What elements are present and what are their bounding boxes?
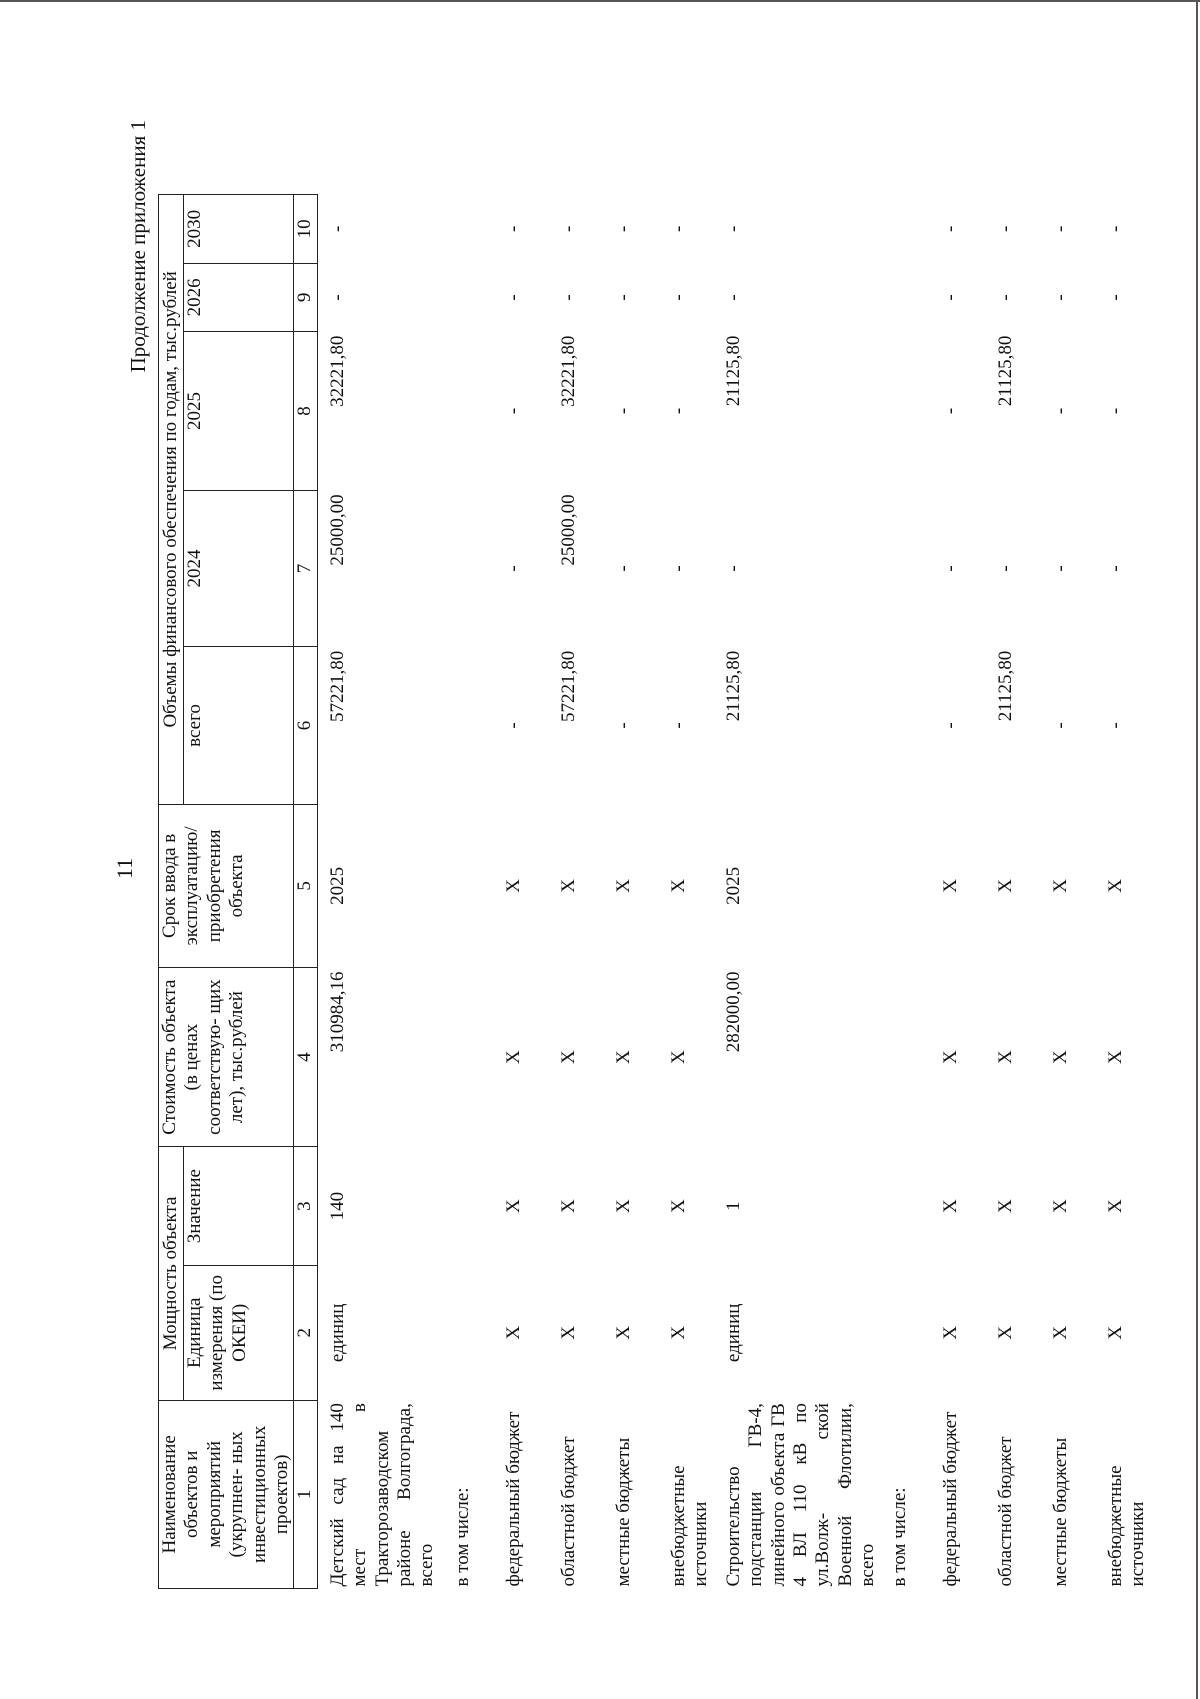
cell-value: X [557,1199,579,1213]
cell-2025: - [612,407,634,415]
cell-2030: - [1049,225,1071,232]
cell-2025: - [502,407,524,415]
cell-2024: - [1104,565,1126,572]
table-row [1041,195,1096,1589]
cell-total: - [502,722,524,729]
cell-2024: 25000,00 [557,494,579,566]
cell-cost: X [502,1050,524,1064]
cell-value: X [1049,1199,1071,1213]
header-year-2024: 2024 [184,490,294,646]
header-name: Наименование объектов и мероприятий (укрупнен- ных инвестиционных проектов) [159,1400,294,1588]
cell-2030 [880,195,931,264]
cell-value: X [939,1199,961,1213]
cell-cost: X [1049,1050,1071,1064]
cell-term: X [612,879,634,893]
cell-2024: - [612,565,634,572]
cell-2024 [880,490,931,646]
cell-total: - [612,722,634,729]
cell-name: федеральный бюджет [939,1411,961,1587]
appendix-caption: Продолжение приложения 1 [126,120,150,373]
cell-2030: - [502,225,524,232]
cell-cost: X [612,1050,634,1064]
cell-term [443,804,494,967]
cell-term: 2025 [722,866,744,905]
cell-2025 [880,332,931,491]
table-row [714,195,880,1589]
page-number: 11 [112,857,137,879]
cell-2025 [443,332,494,491]
column-number: 4 [294,967,317,1146]
cell-name: областной бюджет [994,1436,1016,1587]
header-year-2025: 2025 [184,332,294,491]
cell-total: - [667,722,689,729]
cell-unit: X [557,1325,579,1340]
cell-value: X [667,1199,689,1213]
cell-2026: - [722,294,744,301]
cell-value: 1 [722,1201,744,1211]
cell-2026 [880,263,931,331]
cell-total: 21125,80 [722,650,744,722]
cell-name: Строительство подстанции ГВ-4, линейного объекта ГВ 4 ВЛ 110 кВ по ул.Волж- ской Военной Флотилии, всего [722,1403,879,1587]
column-number: 9 [294,263,317,331]
header-capacity: Мощность объекта [159,1147,184,1400]
cell-cost: 310984,16 [326,971,348,1053]
cell-2024: - [1049,565,1071,572]
cell-value [443,1147,494,1266]
cell-2026: - [1049,294,1071,301]
header-row-1 [159,195,184,1589]
cell-value: 140 [326,1191,348,1221]
cell-cost: 282000,00 [722,971,744,1053]
cell-2026: - [557,294,579,301]
cell-2024: - [939,565,961,572]
column-number: 1 [294,1400,317,1588]
header-year-2030: 2030 [184,195,294,264]
cell-unit: единиц [326,1303,348,1363]
cell-2026: - [939,294,961,301]
cell-cost: X [557,1050,579,1064]
cell-unit: X [994,1325,1016,1340]
cell-value: X [502,1199,524,1213]
investment-table [158,194,1151,1589]
cell-value: X [612,1199,634,1213]
cell-2024: - [722,565,744,572]
cell-name: в том числе: [451,1487,473,1587]
header-term: Срок ввода в эксплуатацию/ приобретения объекта [159,804,294,967]
column-number: 8 [294,332,317,491]
cell-2024: 25000,00 [326,494,348,566]
cell-2030: - [1104,225,1126,232]
cell-2025: 21125,80 [994,335,1016,407]
cell-total: 57221,80 [326,650,348,722]
cell-2025: 32221,80 [557,335,579,407]
cell-2026: - [994,294,1016,301]
cell-name: в том числе: [888,1487,910,1587]
cell-value: X [994,1199,1016,1213]
cell-2025: - [1104,407,1126,415]
cell-name: внебюджетные источники [667,1465,712,1587]
cell-total: - [1049,722,1071,729]
cell-cost: X [667,1050,689,1064]
cell-2024 [443,490,494,646]
cell-2026: - [1104,294,1126,301]
cell-unit [880,1265,931,1400]
cell-cost [880,967,931,1146]
cell-value [880,1147,931,1266]
cell-2030: - [722,225,744,232]
cell-2030: - [612,225,634,232]
header-total: всего [184,647,294,805]
cell-unit: X [667,1325,689,1340]
cell-2025: 21125,80 [722,335,744,407]
cell-name: внебюджетные источники [1104,1465,1149,1587]
cell-unit [443,1265,494,1400]
column-number: 5 [294,804,317,967]
header-unit: Единица измерения (по ОКЕИ) [184,1265,294,1400]
header-year-2026: 2026 [184,263,294,331]
cell-2030: - [557,225,579,232]
table-row [659,195,714,1589]
cell-term [880,804,931,967]
cell-total: 21125,80 [994,650,1016,722]
cell-2025: 32221,80 [326,335,348,407]
cell-unit: X [1104,1325,1126,1340]
column-number-row [294,195,317,1589]
cell-unit: X [502,1325,524,1340]
cell-2030 [443,195,494,264]
column-number: 6 [294,647,317,805]
cell-2026: - [326,294,348,301]
cell-total [880,647,931,805]
cell-cost: X [1104,1050,1126,1064]
cell-name: федеральный бюджет [502,1411,524,1587]
cell-term: 2025 [326,866,348,905]
cell-name: местные бюджеты [1049,1437,1071,1587]
table-row [880,195,931,1589]
cell-term: X [667,879,689,893]
table-row [494,195,549,1589]
cell-value: X [1104,1199,1126,1213]
table-row [443,195,494,1589]
cell-2030: - [994,225,1016,232]
cell-term: X [939,879,961,893]
cell-2026 [443,263,494,331]
cell-2026: - [502,294,524,301]
table-row [604,195,659,1589]
cell-2025: - [1049,407,1071,415]
cell-name: местные бюджеты [612,1437,634,1587]
cell-2026: - [612,294,634,301]
cell-unit: единиц [722,1303,744,1363]
cell-2030: - [326,225,348,232]
cell-unit: X [612,1325,634,1340]
cell-total: - [1104,722,1126,729]
cell-total [443,647,494,805]
cell-unit: X [939,1325,961,1340]
cell-2030: - [667,225,689,232]
table-row [549,195,604,1589]
table-row [931,195,986,1589]
cell-term: X [994,879,1016,893]
cell-2026: - [667,294,689,301]
cell-term: X [502,879,524,893]
table-row [317,195,443,1589]
cell-2024: - [502,565,524,572]
cell-unit: X [1049,1325,1071,1340]
header-cost: Стоимость объекта (в ценах соответствую- щих лет), тыс.рублей [159,967,294,1146]
cell-term: X [1049,879,1071,893]
cell-2025: - [939,407,961,415]
cell-2024: - [667,565,689,572]
header-finance: Объемы финансового обеспечения по годам, тыс.рублей [159,195,184,805]
column-number: 10 [294,195,317,264]
cell-name: областной бюджет [557,1436,579,1587]
column-number: 2 [294,1265,317,1400]
cell-cost: X [939,1050,961,1064]
header-value: Значение [184,1147,294,1266]
cell-cost: X [994,1050,1016,1064]
table-row [1096,195,1151,1589]
cell-total: 57221,80 [557,650,579,722]
cell-term: X [1104,879,1126,893]
column-number: 7 [294,490,317,646]
column-number: 3 [294,1147,317,1266]
cell-cost [443,967,494,1146]
cell-2030: - [939,225,961,232]
table-row [986,195,1041,1589]
cell-2025: - [667,407,689,415]
cell-term: X [557,879,579,893]
cell-name: Детский сад на 140 мест в Тракторозаводском районе Волгограда, всего [326,1403,438,1587]
cell-2024: - [994,565,1016,572]
cell-total: - [939,722,961,729]
